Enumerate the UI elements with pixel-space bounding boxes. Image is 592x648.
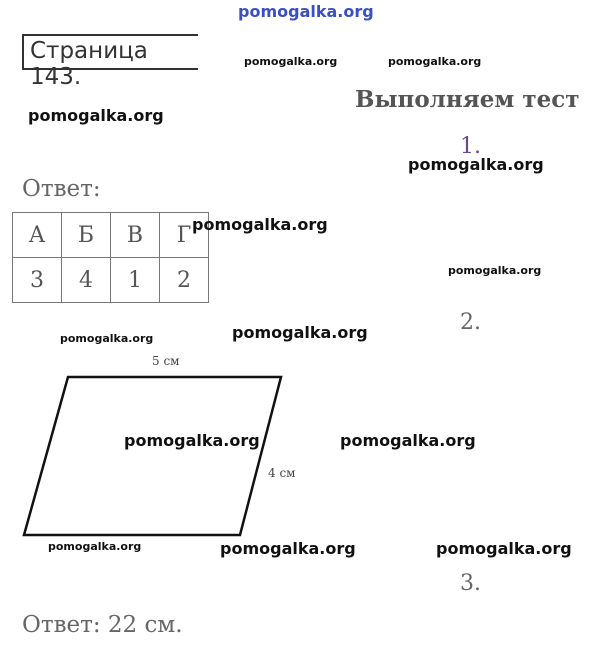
- table-cell: Б: [62, 213, 111, 258]
- watermark: pomogalka.org: [448, 264, 542, 277]
- section-title: Выполняем тест: [355, 86, 580, 113]
- question-number-1: 1.: [460, 134, 481, 159]
- watermark: pomogalka.org: [192, 215, 328, 234]
- parallelogram-figure: [0, 340, 592, 550]
- watermark: pomogalka.org: [244, 55, 338, 68]
- table-cell: 3: [13, 258, 62, 303]
- question-number-3: 3.: [460, 571, 481, 596]
- watermark: pomogalka.org: [408, 155, 544, 174]
- watermark: pomogalka.org: [232, 323, 368, 342]
- watermark: pomogalka.org: [28, 106, 164, 125]
- side-label-top: 5 см: [152, 354, 180, 368]
- parallelogram-shape: [24, 377, 281, 535]
- question-number-2: 2.: [460, 310, 481, 335]
- watermark: pomogalka.org: [220, 539, 356, 558]
- watermark: pomogalka.org: [60, 332, 154, 345]
- table-row: [13, 258, 209, 303]
- answer-table: [12, 212, 209, 303]
- table-cell: 2: [160, 258, 209, 303]
- table-cell: В: [111, 213, 160, 258]
- page-header: [22, 34, 198, 90]
- side-label-right: 4 см: [268, 466, 296, 480]
- answer-text: Ответ: 22 см.: [22, 612, 183, 638]
- watermark: pomogalka.org: [48, 540, 142, 553]
- answer-label: Ответ:: [22, 176, 101, 202]
- table-cell: А: [13, 213, 62, 258]
- table-cell: 4: [62, 258, 111, 303]
- table-cell: 1: [111, 258, 160, 303]
- table-cell: Г: [160, 213, 209, 258]
- table-row: [13, 213, 209, 258]
- watermark: pomogalka.org: [124, 431, 260, 450]
- watermark: pomogalka.org: [340, 431, 476, 450]
- watermark: pomogalka.org: [436, 539, 572, 558]
- top-watermark: pomogalka.org: [238, 2, 374, 21]
- watermark: pomogalka.org: [388, 55, 482, 68]
- page-label: Страница 143.: [30, 38, 148, 90]
